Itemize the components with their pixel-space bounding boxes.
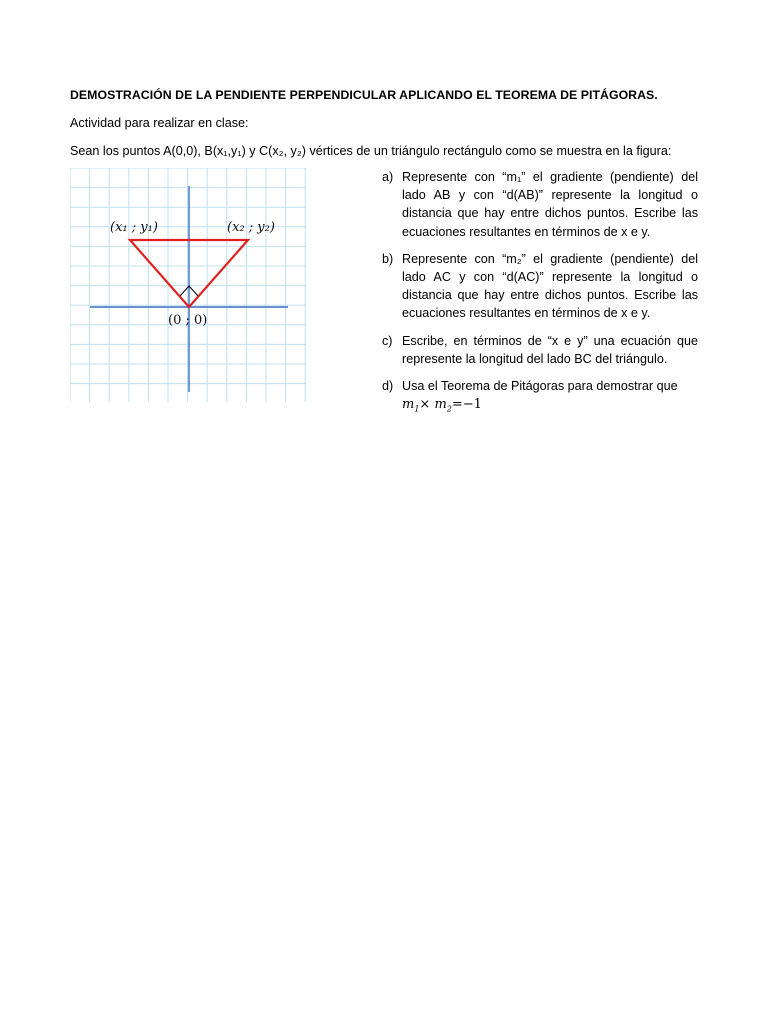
- item-letter: c): [382, 333, 393, 348]
- activity-label: Actividad para realizar en clase:: [70, 116, 249, 130]
- exercise-list: [382, 168, 698, 428]
- exercise-item-b: [382, 250, 698, 323]
- triangle-figure: [70, 168, 306, 402]
- item-text: Escribe, en términos de “x e y” una ecuación que represente la longitud del lado BC del triángulo.: [402, 333, 698, 366]
- grid-lines: [70, 168, 306, 402]
- item-letter: d): [382, 379, 394, 394]
- exercise-item-a: [382, 168, 698, 241]
- label-point-b: (x₁ ; y₁): [110, 220, 158, 235]
- exercise-item-c: [382, 332, 698, 368]
- intro-paragraph: Sean los puntos A(0,0), B(x₁,y₁) y C(x₂, y₂) vértices de un triángulo rectángulo como se muestra en la figura:: [70, 144, 672, 158]
- item-text: Represente con “m₂” el gradiente (pendiente) del lado AC y con “d(AC)” represente la longitud o distancia que hay entre dichos puntos. Escribe las ecuaciones resultantes en términos de x e y.: [402, 251, 698, 321]
- formula: $m_1\times m_2=-1$: [402, 397, 482, 414]
- label-point-c: (x₂ ; y₂): [227, 220, 275, 235]
- document-title: DEMOSTRACIÓN DE LA PENDIENTE PERPENDICULAR APLICANDO EL TEOREMA DE PITÁGORAS.: [70, 88, 658, 102]
- exercise-item-d: [382, 377, 698, 419]
- item-letter: a): [382, 170, 394, 184]
- item-text: Represente con “m₁” el gradiente (pendiente) del lado AB y con “d(AB)” represente la longitud o distancia que hay entre dichos puntos. Escribe las ecuaciones resultantes en términos de x e y.: [402, 170, 698, 239]
- label-origin: (0 ; 0): [168, 313, 208, 328]
- item-letter: b): [382, 251, 394, 266]
- item-text: Usa el Teorema de Pitágoras para demostrar que: [402, 379, 678, 394]
